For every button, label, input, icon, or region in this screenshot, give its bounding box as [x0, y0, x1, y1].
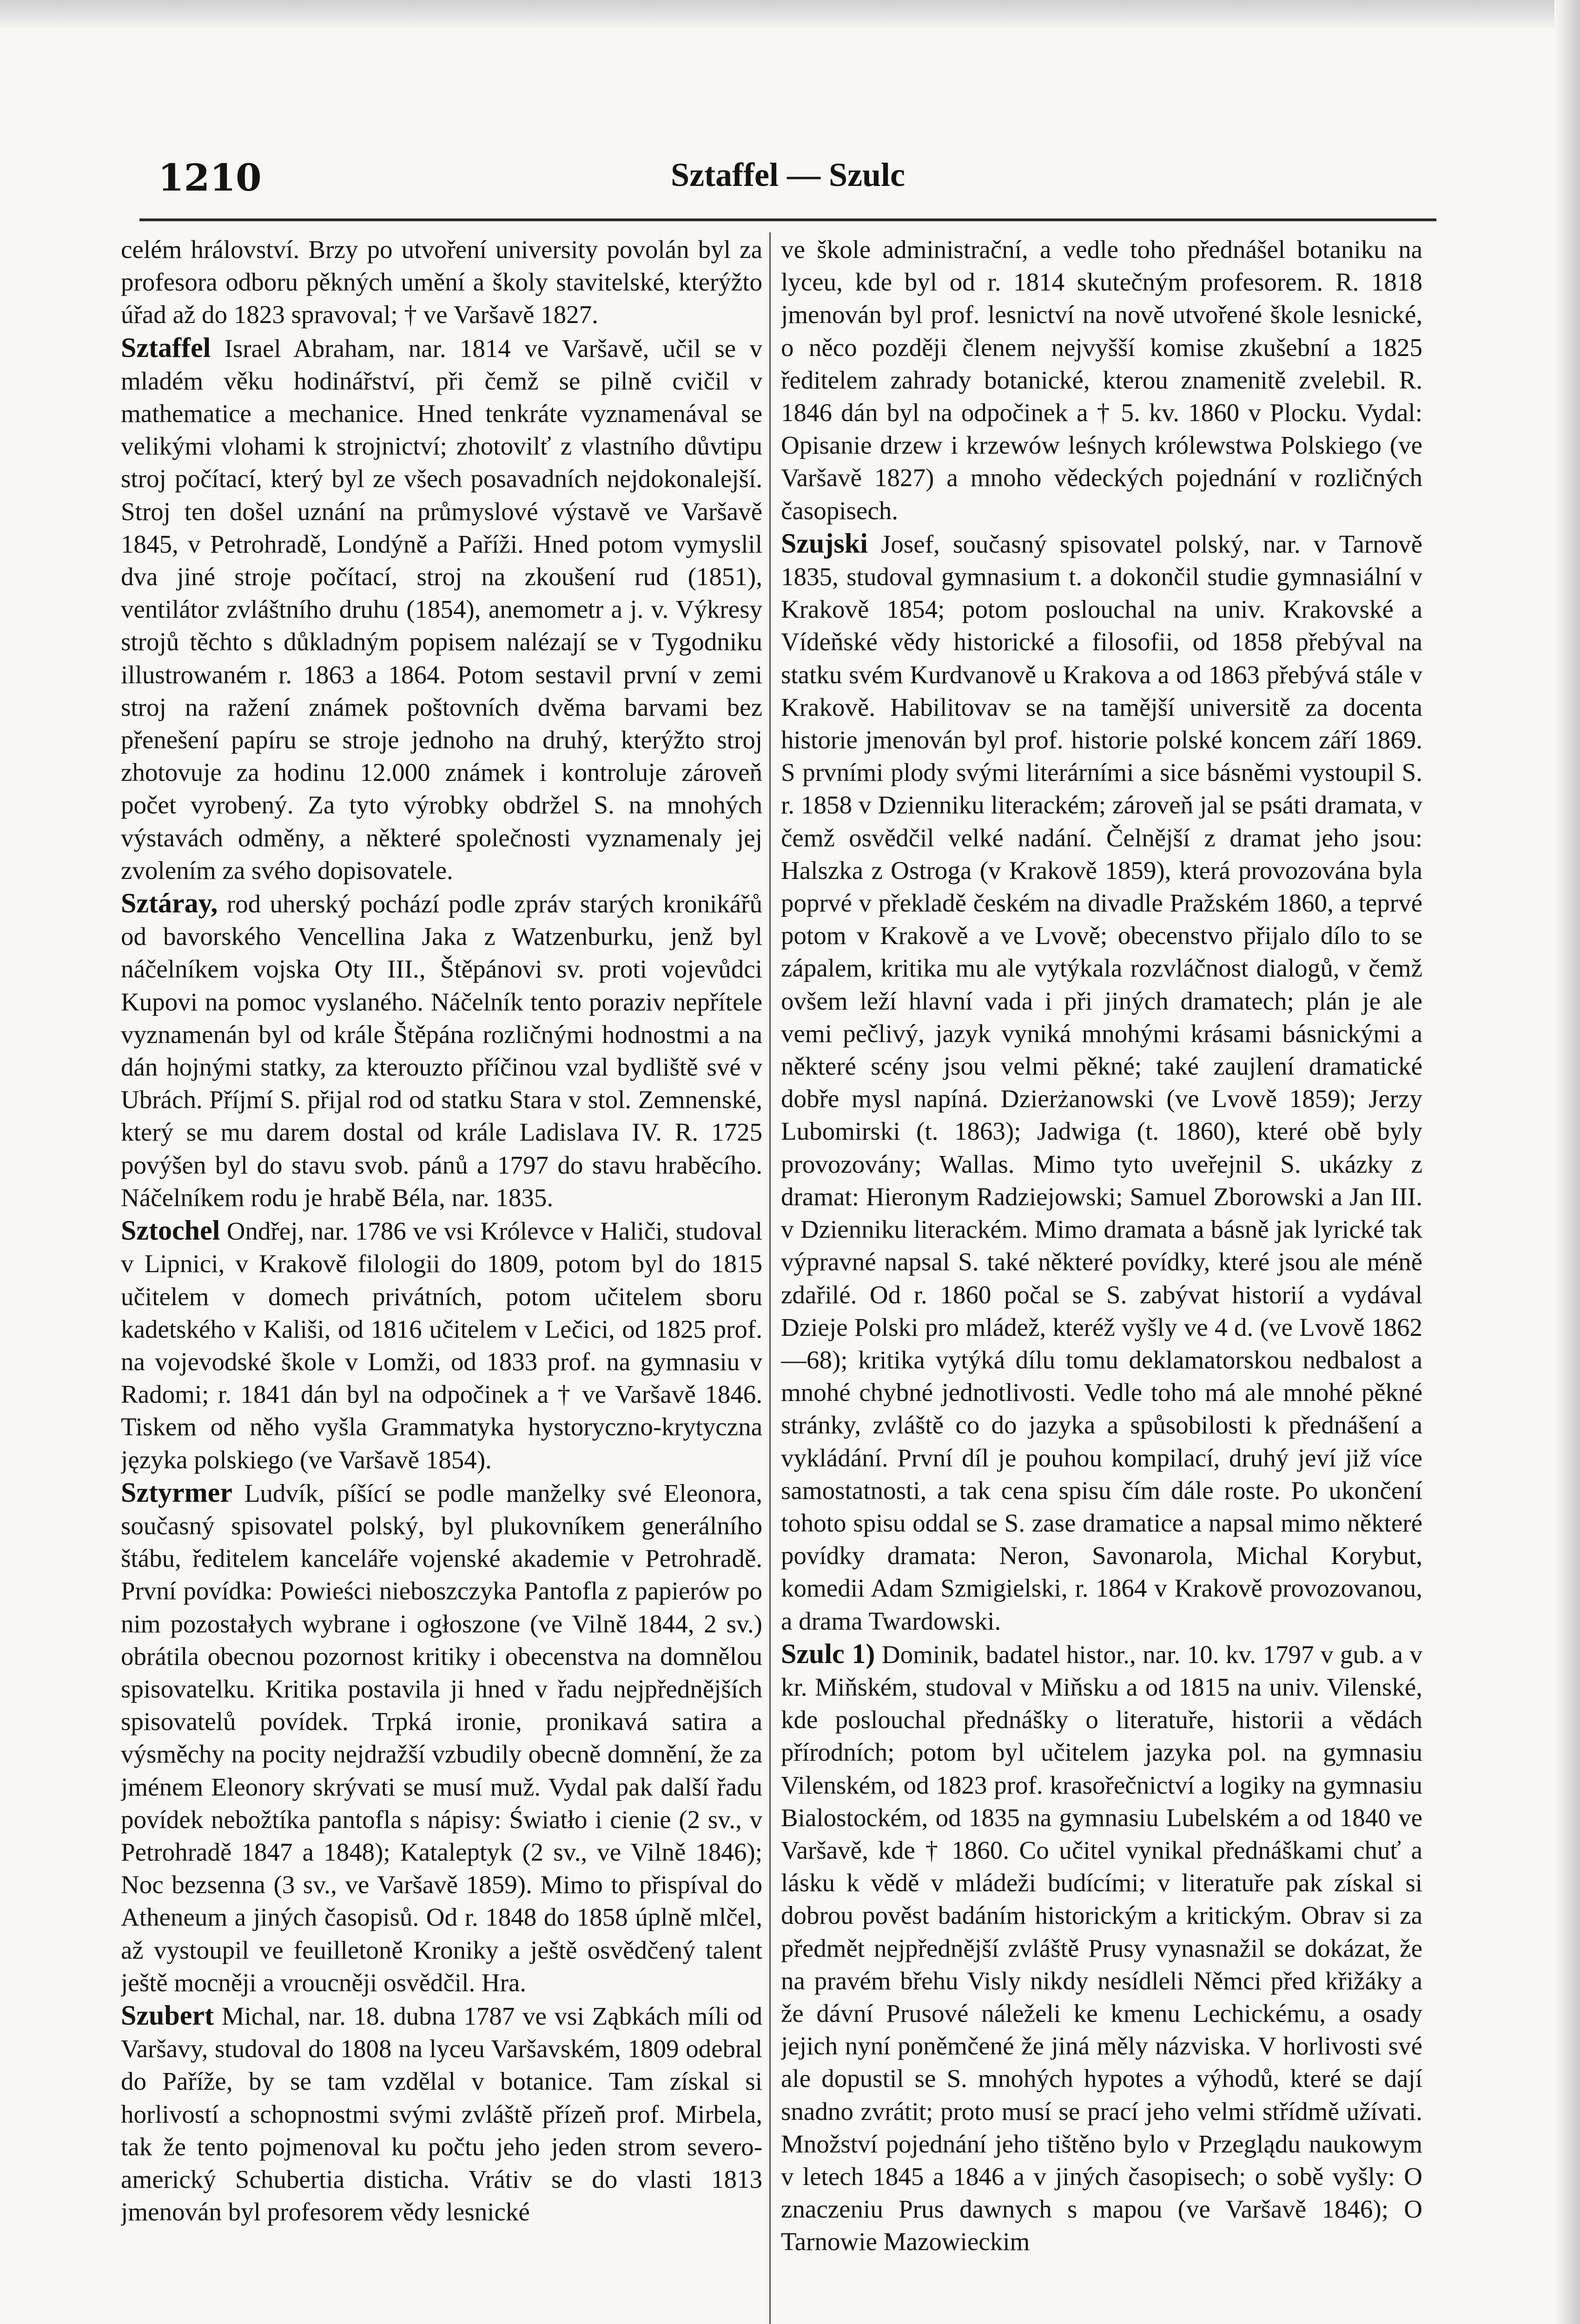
entry — [121, 1476, 762, 1999]
entry-text: ve škole administrační, a vedle toho přednášel botaniku na lyceu, kde byl od r. 1814 skutečným profesorem. R. 1818 jmenován byl prof. lesnictví na nově utvořené škole lesnické, o něco později členem nejvyšší komise zkušební a 1825 ředitelem zahrady botanické, kterou znamenitě zvelebil. R. 1846 dán byl na odpočinek a † 5. kv. 1860 v Plocku. Vydal: Opisanie drzew i krzewów leśnych królewstwa Polskiego (ve Varšavě 1827) a mnoho vědeckých pojednání v rozličných časopisech. — [781, 235, 1422, 525]
entry-title: Szujski — [781, 528, 868, 559]
entry — [121, 1999, 762, 2228]
page-header — [139, 156, 1436, 207]
entry — [121, 232, 762, 331]
entry-text: Ludvík, píšící se podle manželky své Eleonora, současný spisovatel polský, byl plukovníkem generálního štábu, ředitelem kanceláře vojenské akademie v Petrohradě. První povídka: Powieści nieboszczyka Pantofla z papierów po nim pozostałych wybrane i ogłoszone (ve Vilně 1844, 2 sv.) obrátila obecnou pozornost kritiky i obecenstva na domnělou spisovatelku. Kritika postavila ji hned v řadu nejpřednějších spisovatelů povídek. Trpká ironie, pronikavá satira a výsměchy na pocity nejdražší vzbudily obecně domnění, že za jménem Eleonory skrývati se musí muž. Vydal pak další řadu povídek nebožtíka pantofla s nápisy: Światło i cienie (2 sv., v Petrohradě 1847 a 1848); Kataleptyk (2 sv., ve Vilně 1846); Noc bezsenna (3 sv., ve Varšavě 1859). Mimo to přispíval do Atheneum a jiných časopisů. Od r. 1848 do 1858 úplně mlčel, až vystoupil ve feuilletoně Kroniky a ještě osvědčený talent ještě mocněji a vroucněji osvědčil. Hra. — [121, 1479, 762, 1997]
entry — [781, 527, 1422, 1637]
entry-title: Szulc 1) — [781, 1638, 875, 1669]
entry-title: Sztaffel — [121, 332, 211, 363]
page-number: 1210 — [158, 156, 262, 199]
entry-text: Ondřej, nar. 1786 ve vsi Królevce v Haliči, studoval v Lipnici, v Krakově filologii do 1809, potom byl do 1815 učitelem v domech privátních, potom učitelem sboru kadetského v Kališi, od 1816 učitelem v Lečici, od 1825 prof. na vojevodské škole v Lomži, od 1833 prof. na gymnasiu v Radomi; r. 1841 dán byl na odpočinek a † ve Varšavě 1846. Tiskem od něho vyšla Grammatyka hystoryczno-krytyczna języka polskiego (ve Varšavě 1854). — [121, 1217, 762, 1474]
scan-top-edge — [0, 0, 1580, 28]
left-column — [121, 232, 762, 2324]
running-head: Sztaffel — Szulc — [671, 156, 905, 193]
right-column — [781, 232, 1422, 2324]
scan-right-edge — [1554, 0, 1580, 2324]
entry-title: Szubert — [121, 2000, 214, 2031]
entry-title: Sztochel — [121, 1215, 220, 1246]
entry-text: Israel Abraham, nar. 1814 ve Varšavě, učil se v mladém věku hodinářství, při čemž se pilně cvičil v mathematice a mechanice. Hned tenkráte vyznamenával se velikými vlohami k strojnictví; zhotovilť z vlastního důvtipu stroj počítací, který byl ze všech posavadních nejdokonalejší. Stroj ten došel uznání na průmyslové výstavě ve Varšavě 1845, v Petrohradě, Londýně a Paříži. Hned potom vymyslil dva jiné stroje počítací, stroj na zkoušení rud (1851), ventilátor zvláštního druhu (1854), anemometr a j. v. Výkresy strojů těchto s důkladným popisem nalézají se v Tygodniku illustrowaném r. 1863 a 1864. Potom sestavil první v zemi stroj na ražení známek poštovních dvěma barvami bez přenešení papíru se stroje jednoho na druhý, kterýžto stroj zhotovuje za hodinu 12.000 známek i kontroluje zároveň počet vyrobený. Za tyto výrobky obdržel S. na mnohých výstavách odměny, a některé společnosti vyznamenaly jej zvolením za svého dopisovatele. — [121, 334, 762, 885]
entry-title: Sztyrmer — [121, 1477, 232, 1508]
entry-text: rod uherský pochází podle zpráv starých kronikářů od bavorského Vencellina Jaka z Watzenburku, jenž byl náčelníkem vojska Oty III., Štěpánovi sv. proti vojevůdci Kupovi na pomoc vyslaného. Náčelník tento poraziv nepřítele vyznamenán byl od krále Štěpána rozličnými hodnostmi a na dán hojnými statky, za kterouzto příčinou vzal bydliště své v Ubrách. Příjmí S. přijal rod od statku Stara v stol. Zemnenské, který se mu darem dostal od krále Ladislava IV. R. 1725 povýšen byl do stavu svob. pánů a 1797 do stavu hraběcího. Náčelníkem rodu je hrabě Béla, nar. 1835. — [121, 890, 762, 1212]
entry-text: Dominik, badatel histor., nar. 10. kv. 1797 v gub. a v kr. Miňském, studoval v Miňsku a od 1815 na univ. Vilenské, kde poslouchal přednášky o literatuře, historii a vědách přírodních; potom byl učitelem jazyka pol. na gymnasiu Vilenském, od 1823 prof. krasořečnictví a logiky na gymnasiu Bialostockém, od 1835 na gymnasiu Lubelském a od 1840 ve Varšavě, kde † 1860. Co učitel vynikal přednáškami chuť a lásku k vědě v mládeži budícími; v literatuře pak získal si dobrou pověst badáním historickým a kritickým. Obrav si za předmět nejpřednější zvláště Prusy vynasnažil se dokázat, že na pravém břehu Visly nikdy nesídleli Němci před křižáky a že dávní Prusové náleželi ke kmenu Lechickému, a osady jejich nyní poněmčené že jiná měly názviska. V horlivosti své ale dopustil se S. mnohých hypotes a výhodů, které se dají snadno zvrátit; proto musí se prací jeho velmi střídmě užívati. Množství pojednání jeho tištěno bylo v Przeglądu naukowym v letech 1845 a 1846 a v jiných časopisech; o sobě vyšly: O znaczeniu Prus dawnych s mapou (ve Varšavě 1846); O Tarnowie Mazowieckim — [781, 1640, 1422, 2256]
entry — [781, 232, 1422, 527]
entry-text: Michal, nar. 18. dubna 1787 ve vsi Ząbkách míli od Varšavy, studoval do 1808 na lyceu Varšavském, 1809 odebral do Paříže, by se tam vzdělal v botanice. Tam získal si horlivostí a schopnostmi svými zvláště přízeň prof. Mirbela, tak že tento pojmenoval ku počtu jeho jeden strom severo-americký Schubertia disticha. Vrátiv se do vlasti 1813 jmenován byl profesorem vědy lesnické — [121, 2001, 762, 2226]
entry — [781, 1637, 1422, 2258]
entry-text: Josef, současný spisovatel polský, nar. v Tarnově 1835, studoval gymnasium t. a dokončil studie gymnasiální v Krakově 1854; potom poslouchal na univ. Krakovské a Vídeňské vědy historické a filosofii, od 1858 přebýval na statku svém Kurdvanově u Krakova a od 1863 přebývá stále v Krakově. Habilitovav se na tamější universitě za docenta historie jmenován byl prof. historie polské koncem září 1869. S prvními plody svými literárními a sice básněmi vystoupil S. r. 1858 v Dzienniku literackém; zároveň jal se psáti dramata, v čemž osvědčil velké nadání. Čelnější z dramat jeho jsou: Halszka z Ostroga (v Krakově 1859), která provozována byla poprvé v překladě českém na divadle Pražském 1860, a teprvé potom v Krakově a ve Lvově; obecenstvo přijalo dílo to se zápalem, kritika mu ale vytýkala rozvláčnost dialogů, v čemž ovšem leží hlavní vada i při jiných dramatech; plán je ale vemi pečlivý, jazyk vyniká mnohými krásami básnickými a některé scény jsou velmi pěkné; také zaujlení dramatické dobře mysl napíná. Dzierżanowski (ve Lvově 1859); Jerzy Lubomirski (t. 1863); Jadwiga (t. 1860), které obě byly provozovány; Wallas. Mimo tyto uveřejnil S. ukázky z dramat: Hieronym Radziejowski; Samuel Zborowski a Jan III. v Dzienniku literackém. Mimo dramata a básně jak lyrické tak výpravné napsal S. také některé povídky, které jsou ale méně zdařilé. Od r. 1860 počal se S. zabývat historií a vydával Dzieje Polski pro mládež, kteréž vyšly ve 4 d. (ve Lvově 1862—68); kritika vytýká dílu tomu deklamatorskou nedbalost a mnohé chybné jednotlivosti. Vedle toho má ale mnohé pěkné stránky, zvláště co do jazyka a spůsobilosti k přednášení a vykládání. První díl je pouhou kompilací, druhý jeví již více samostatnosti, a tak cena spisu čím dále roste. Po ukončení tohoto spisu oddal se S. zase dramatice a napsal mimo některé povídky dramata: Neron, Savonarola, Michal Korybut, komedii Adam Szmigielski, r. 1864 v Krakově provozovanou, a drama Twardowski. — [781, 529, 1422, 1635]
entry-text: celém hrálovství. Brzy po utvoření university povolán byl za profesora odboru pěkných umění a školy stavitelské, kterýžto úřad až do 1823 spravoval; † ve Varšavě 1827. — [121, 235, 762, 329]
entry — [121, 887, 762, 1214]
entry — [121, 331, 762, 887]
header-rule — [139, 218, 1436, 221]
column-divider — [769, 232, 771, 2324]
entry — [121, 1214, 762, 1476]
entry-title: Sztáray, — [121, 888, 218, 919]
